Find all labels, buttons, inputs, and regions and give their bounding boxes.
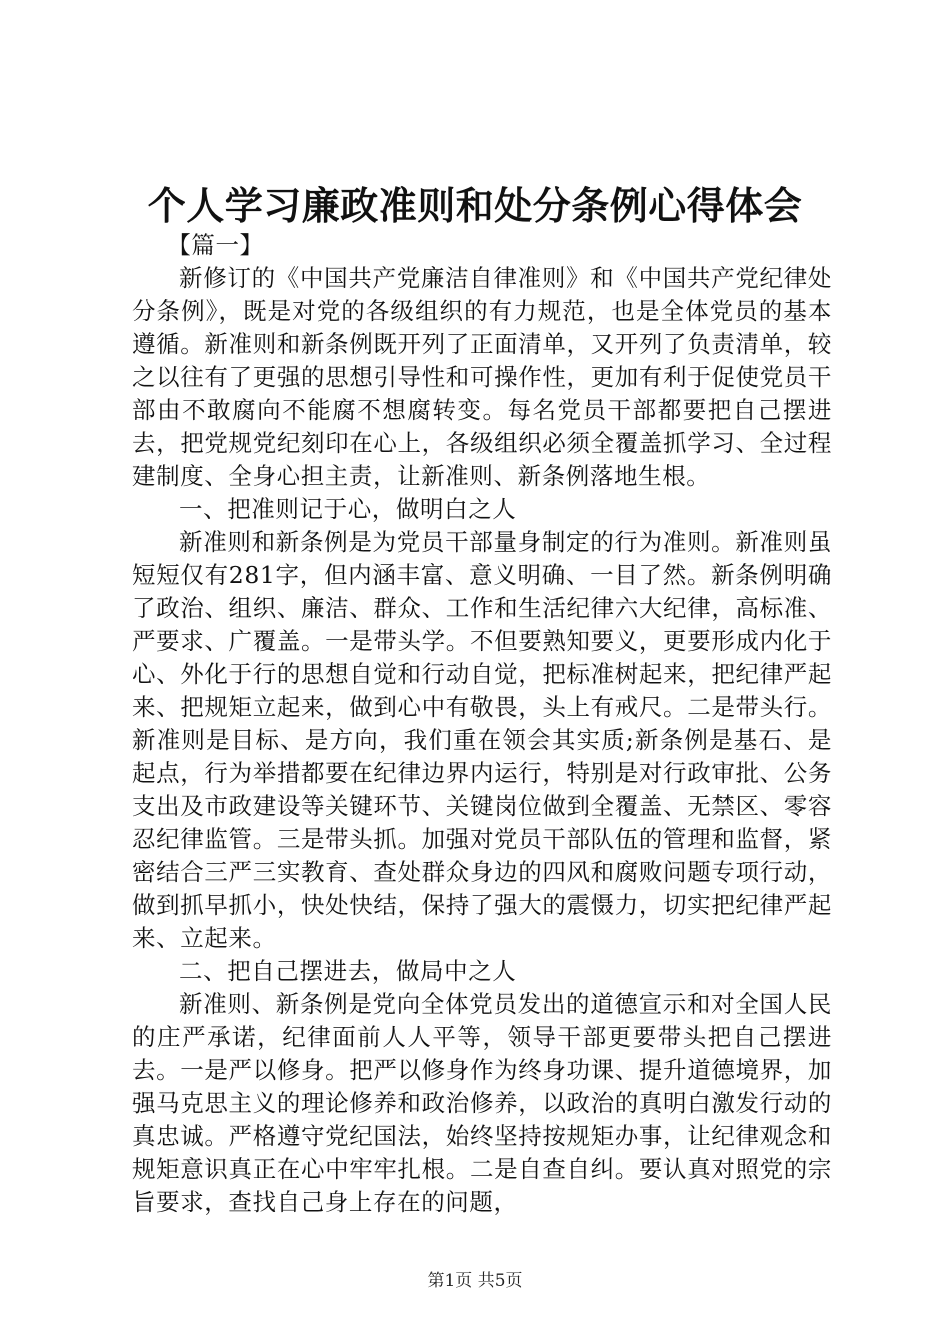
body-paragraph-1: 新准则和新条例是为党员干部量身制定的行为准则。新准则虽短短仅有281字，但内涵丰富、意义明确、一目了然。新条例明确了政治、组织、廉洁、群众、工作和生活纪律六大纪律，高标准、严要求、广覆盖。一是带头学。不但要熟知要义，更要形成内化于心、外化于行的思想自觉和行动自觉，把标准树起来，把纪律严起来、把规矩立起来，做到心中有敬畏，头上有戒尺。二是带头行。新准则是目标、是方向，我们重在领会其实质;新条例是基石、是起点，行为举措都要在纪律边界内运行，特别是对行政审批、公务支出及市政建设等关键环节、关键岗位做到全覆盖、无禁区、零容忍纪律监管。三是带头抓。加强对党员干部队伍的管理和监督，紧密结合三严三实教育、查处群众身边的四风和腐败问题专项行动，做到抓早抓小，快处快结，保持了强大的震慑力，切实把纪律严起来、立起来。	[132, 528, 832, 952]
document-body	[132, 229, 832, 1219]
body-paragraph-intro: 新修订的《中国共产党廉洁自律准则》和《中国共产党纪律处分条例》，既是对党的各级组织的有力规范，也是全体党员的基本遵循。新准则和新条例既开列了正面清单，又开列了负责清单，较之以往有了更强的思想引导性和可操作性，更加有利于促使党员干部由不敢腐向不能腐不想腐转变。每名党员干部都要把自己摆进去，把党规党纪刻印在心上，各级组织必须全覆盖抓学习、全过程建制度、全身心担主责，让新准则、新条例落地生根。	[132, 264, 832, 490]
section-heading-2: 二、把自己摆进去，做局中之人	[179, 957, 517, 985]
page-indicator: 第1页 共5页	[427, 1271, 523, 1291]
section-label: 【篇一】	[167, 231, 264, 259]
body-paragraph-2: 新准则、新条例是党向全体党员发出的道德宣示和对全国人民的庄严承诺，纪律面前人人平等，领导干部更要带头把自己摆进去。一是严以修身。把严以修身作为终身功课、提升道德境界，加强马克思主义的理论修养和政治修养，以政治的真明白激发行动的真忠诚。严格遵守党纪国法，始终坚持按规矩办事，让纪律观念和规矩意识真正在心中牢牢扎根。二是自查自纠。要认真对照党的宗旨要求，查找自己身上存在的问题，	[132, 990, 832, 1216]
page-footer	[0, 1270, 950, 1292]
section-heading-1: 一、把准则记于心，做明白之人	[179, 495, 517, 523]
document-title: 个人学习廉政准则和处分条例心得体会	[147, 183, 803, 228]
